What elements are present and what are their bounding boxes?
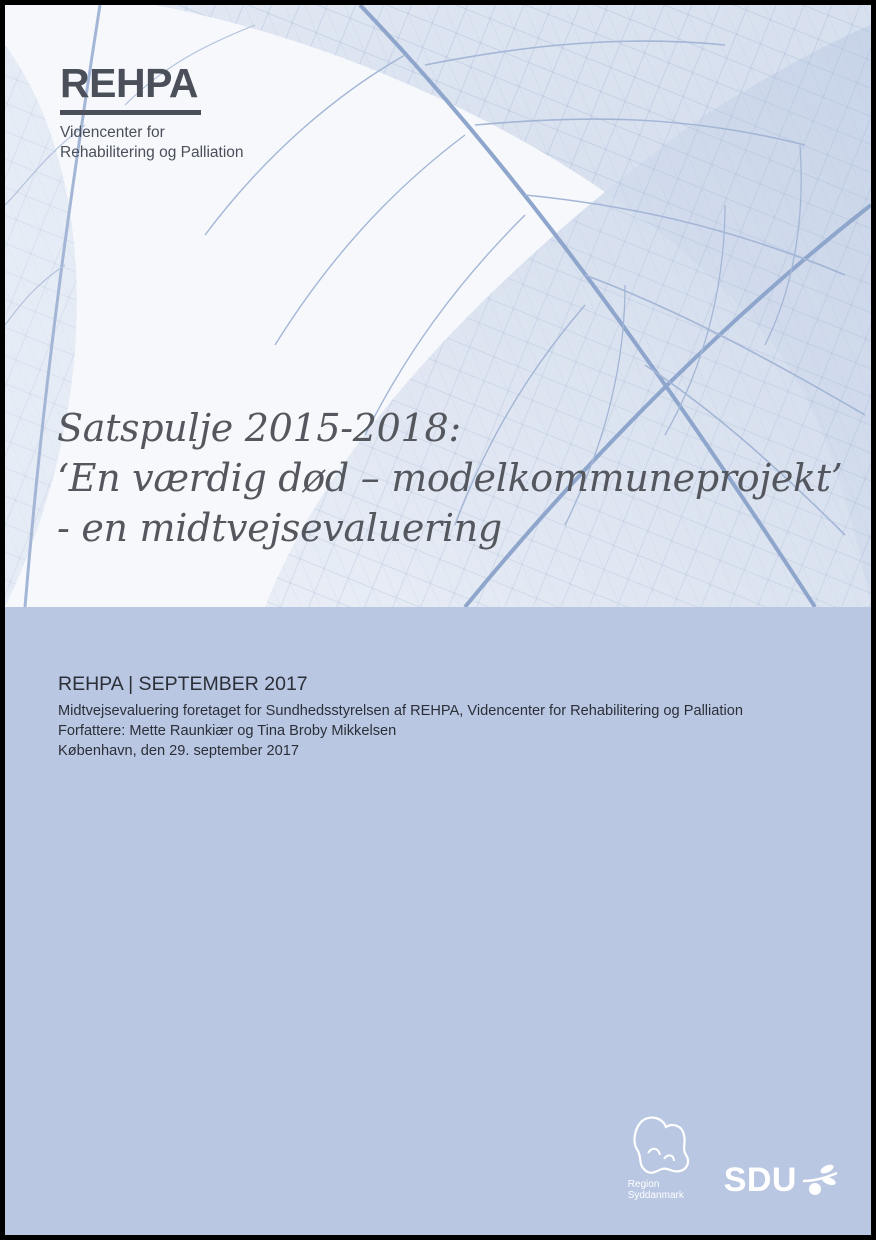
info-band: [5, 607, 871, 1235]
logo-subtitle-line2: Rehabilitering og Palliation: [60, 144, 244, 161]
title-line3: - en midtvejsevaluering: [57, 506, 502, 550]
meta-place-date: København, den 29. september 2017: [58, 743, 299, 759]
title-line1: Satspulje 2015-2018:: [57, 406, 461, 450]
partner-logos: [628, 1115, 839, 1201]
meta-authors: Forfattere: Mette Raunkiær og Tina Broby Mikkelsen: [58, 723, 397, 739]
region-syddanmark-icon: [628, 1115, 694, 1177]
region-label-line1: Region: [627, 1179, 660, 1190]
sdu-logo: [724, 1163, 839, 1197]
meta-description: Midtvejsevaluering foretaget for Sundhedsstyrelsen af REHPA, Videncenter for Rehabilitering og Palliation: [58, 703, 743, 719]
region-syddanmark-logo: [628, 1115, 694, 1201]
report-cover: [5, 5, 871, 1235]
sdu-branch-icon: [801, 1163, 839, 1197]
cover-image: [5, 5, 871, 607]
logo-subtitle-line1: Videncenter for: [60, 124, 165, 141]
meta-heading: REHPA | SEPTEMBER 2017: [58, 673, 308, 695]
rehpa-logo: [60, 60, 244, 163]
sdu-wordmark: SDU: [723, 1161, 797, 1199]
title-line2: ‘En værdig død – modelkommuneprojekt’: [57, 456, 843, 500]
report-title: [57, 403, 857, 553]
logo-wordmark: REHPA: [60, 60, 198, 106]
region-label-line2: Syddanmark: [627, 1190, 684, 1201]
logo-subtitle: [60, 123, 244, 163]
region-label: [628, 1179, 684, 1201]
report-meta: [58, 671, 743, 761]
logo-underline: [60, 110, 201, 115]
